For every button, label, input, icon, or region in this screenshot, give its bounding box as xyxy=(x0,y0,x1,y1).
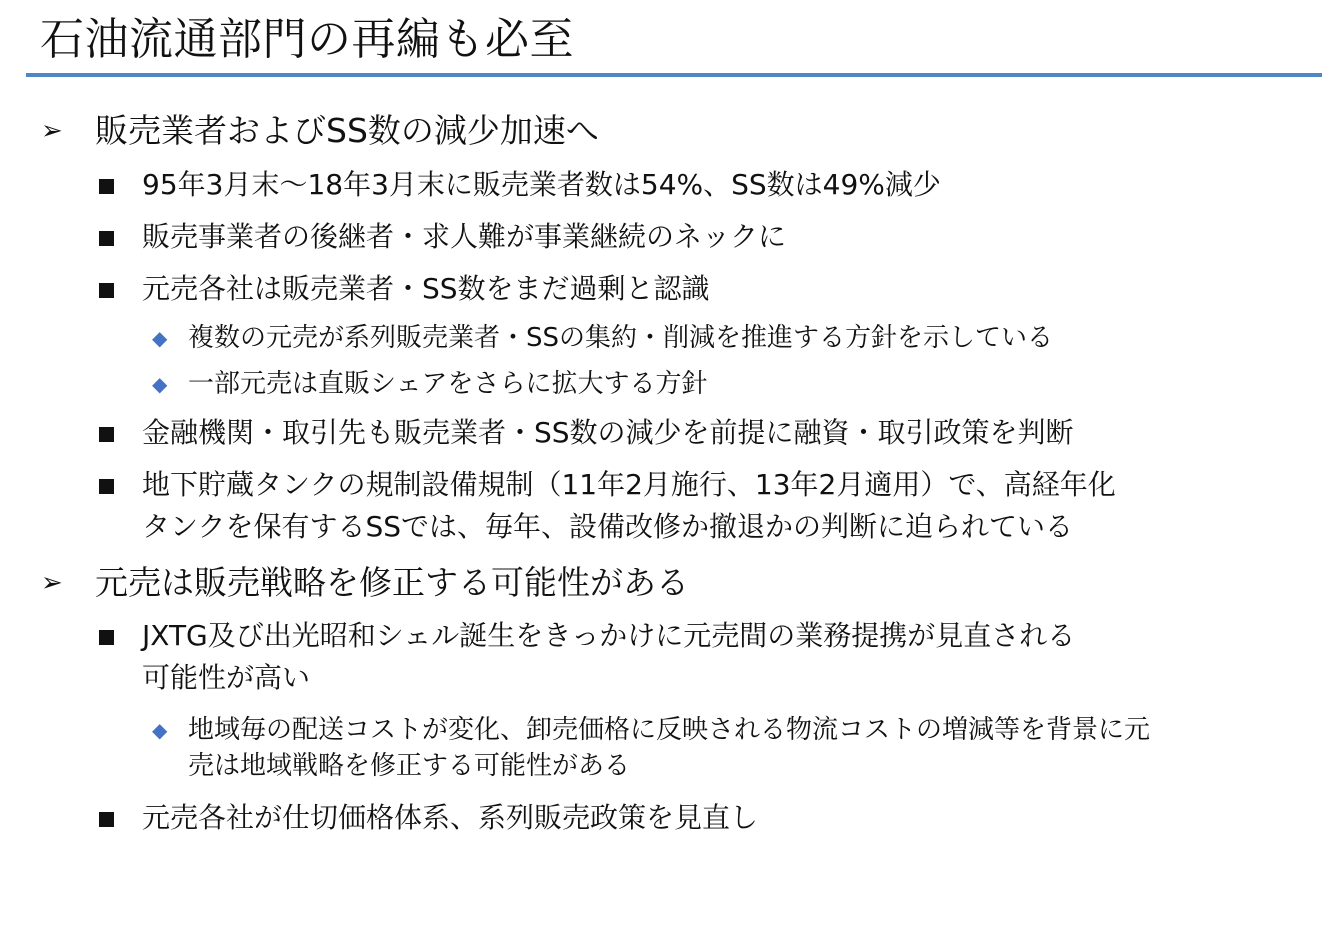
bullet-level2-successor-shortage xyxy=(142,216,786,258)
arrow-bullet-icon: ➢ xyxy=(41,568,63,598)
title-divider xyxy=(26,73,1322,77)
bullet-text-line2: 可能性が高い xyxy=(142,661,311,694)
bullet-text: 複数の元売が系列販売業者・SSの集約・削減を推進する方針を示している xyxy=(188,323,1054,353)
bullet-text-line2: タンクを保有するSSでは、毎年、設備改修か撤退かの判断に迫られている xyxy=(142,510,1073,543)
bullet-level2-oversupply xyxy=(142,268,710,310)
bullet-text: 元売各社が仕切価格体系、系列販売政策を見直し xyxy=(142,801,759,834)
bullet-level3-regional-strategy xyxy=(152,712,1151,784)
bullet-level1-sales-decline xyxy=(41,110,599,152)
bullet-text: 販売事業者の後継者・求人難が事業継続のネックに xyxy=(142,220,787,253)
bullet-text: 元売は販売戦略を修正する可能性がある xyxy=(95,563,689,602)
slide-title: 石油流通部門の再編も必至 xyxy=(40,14,574,65)
bullet-text-line1: 地下貯蔵タンクの規制設備規制（11年2月施行、13年2月適用）で、高経年化 xyxy=(142,468,1116,501)
bullet-text-line2: 売は地域戦略を修正する可能性がある xyxy=(188,751,631,781)
bullet-level2-pricing-review xyxy=(142,797,758,839)
square-bullet-icon xyxy=(99,630,114,645)
bullet-text: 金融機関・取引先も販売業者・SS数の減少を前提に融資・取引政策を判断 xyxy=(142,416,1074,449)
diamond-bullet-icon: ◆ xyxy=(152,326,168,350)
bullet-text: 95年3月末～18年3月末に販売業者数は54%、SS数は49%減少 xyxy=(142,168,941,201)
bullet-level2-tank-regulation xyxy=(142,464,1116,548)
bullet-level3-direct-sales xyxy=(152,366,708,402)
arrow-bullet-icon: ➢ xyxy=(41,116,63,146)
square-bullet-icon xyxy=(99,812,114,827)
diamond-bullet-icon: ◆ xyxy=(152,372,168,396)
square-bullet-icon xyxy=(99,479,114,494)
bullet-text-line1: 地域毎の配送コストが変化、卸売価格に反映される物流コストの増減等を背景に元 xyxy=(188,715,1151,745)
bullet-text: 元売各社は販売業者・SS数をまだ過剰と認識 xyxy=(142,272,710,305)
bullet-level3-consolidation-policy xyxy=(152,320,1054,356)
bullet-text-line1: JXTG及び出光昭和シェル誕生をきっかけに元売間の業務提携が見直される xyxy=(142,619,1076,652)
bullet-text: 一部元売は直販シェアをさらに拡大する方針 xyxy=(188,369,708,399)
bullet-level2-business-alliance xyxy=(142,615,1075,699)
square-bullet-icon xyxy=(99,283,114,298)
square-bullet-icon xyxy=(99,427,114,442)
bullet-level1-strategy-revision xyxy=(41,562,689,604)
bullet-level2-decline-stats xyxy=(142,164,941,206)
diamond-bullet-icon: ◆ xyxy=(152,718,168,742)
square-bullet-icon xyxy=(99,179,114,194)
bullet-text: 販売業者およびSS数の減少加速へ xyxy=(95,111,599,150)
bullet-level2-financial-institutions xyxy=(142,412,1074,454)
square-bullet-icon xyxy=(99,231,114,246)
